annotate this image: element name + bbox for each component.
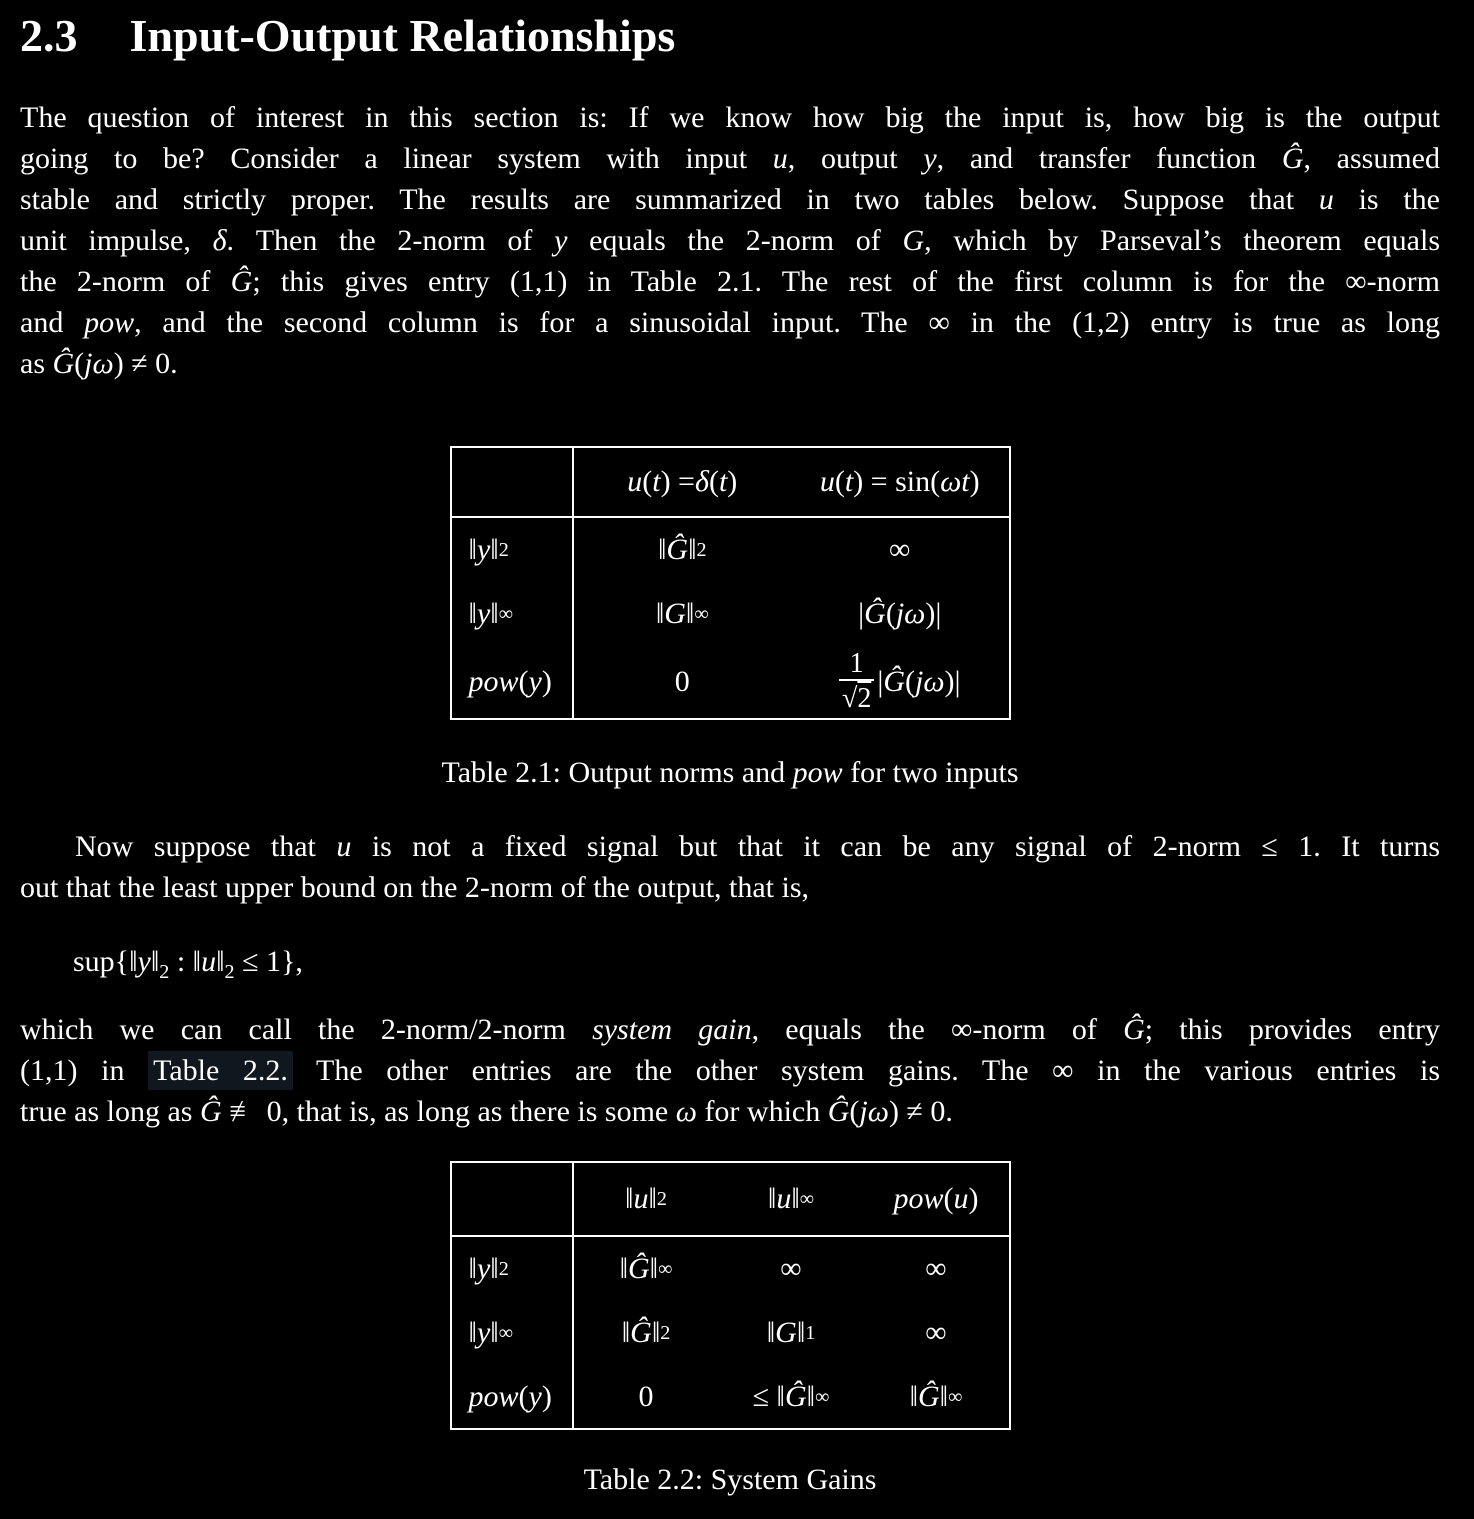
table-row <box>452 646 1009 718</box>
row-label: pow ( y ) <box>452 1365 574 1428</box>
table-cell: 0 <box>674 665 690 698</box>
row-cells <box>574 1300 1009 1365</box>
paragraph-3 <box>20 1009 1440 1132</box>
table-cell: ∞ <box>925 1251 947 1285</box>
column-header: ‖ u ‖ ∞ <box>767 1182 815 1215</box>
table-cell: ∞ <box>925 1315 947 1349</box>
table-2-2-caption: Table 2.2: System Gains <box>583 1463 877 1496</box>
section-title: Input-Output Relationships <box>129 10 676 61</box>
row-cells <box>574 518 1009 582</box>
column-header: u ( t ) = sin( ωt ) <box>819 465 980 498</box>
header-cells <box>574 1163 1009 1235</box>
table-header-row <box>452 1163 1009 1237</box>
corner-cell <box>452 1163 574 1235</box>
row-label: ‖ y ‖ ∞ <box>452 582 574 646</box>
paragraph-2 <box>20 826 1440 908</box>
text-line: Now suppose that u is not a fixed signal but that it can be any signal of 2-norm ≤ 1. It turns <box>75 830 1441 863</box>
row-cells <box>574 646 1009 718</box>
table-cell: ‖ Ĝ ‖ 2 <box>657 533 707 566</box>
table-cell: ‖ Ĝ ‖ ∞ <box>619 1251 673 1285</box>
table-row <box>452 1365 1009 1428</box>
table-cell: $\frac{1}{√2}$ | Ĝ ( jω )| <box>791 646 1009 718</box>
paragraph-1 <box>20 97 1440 384</box>
text-line: out that the least upper bound on the 2-norm of the output, that is, <box>20 871 810 904</box>
column-header: u ( t ) = δ ( t ) <box>627 465 738 498</box>
text-line: stable and strictly proper. The results are summarized in two tables below. Suppose that u is the <box>20 183 1440 216</box>
table-2-1-caption: Table 2.1: Output norms and pow for two inputs <box>441 756 1019 789</box>
text-segment: (1,1) in <box>20 1054 149 1087</box>
row-cells <box>574 582 1009 646</box>
table-row <box>452 1237 1009 1300</box>
table-cell: 0 <box>638 1379 654 1413</box>
text-line: going to be? Consider a linear system with input u, output y, and transfer function Ĝ, assumed <box>20 142 1440 175</box>
row-label: ‖ y ‖ 2 <box>452 1237 574 1300</box>
text-line: true as long as Ĝ ≢ 0, that is, as long as there is some ω for which Ĝ(jω) ≠ 0. <box>20 1095 953 1128</box>
text-line: and pow, and the second column is for a sinusoidal input. The ∞ in the (1,2) entry is true as long <box>20 306 1440 339</box>
table-cell: ∞ <box>889 533 911 566</box>
text-line: which we can call the 2-norm/2-norm system gain, equals the ∞-norm of Ĝ; this provides entry <box>20 1013 1441 1046</box>
table-cell: ∞ <box>780 1251 802 1285</box>
header-cells <box>574 448 1009 516</box>
row-label: ‖ y ‖ 2 <box>452 518 574 582</box>
table-cell: ‖ Ĝ ‖ 2 <box>621 1315 671 1349</box>
table-row <box>452 1300 1009 1365</box>
text-line: the 2-norm of Ĝ; this gives entry (1,1) in Table 2.1. The rest of the first column is for the ∞-norm <box>20 265 1440 298</box>
section-heading <box>20 10 1440 62</box>
text-segment: The other entries are the other system gains. The ∞ in the various entries is <box>292 1054 1440 1087</box>
column-header: ‖ u ‖ 2 <box>625 1182 667 1215</box>
equation: $sup\{‖y‖_2$ : $‖u‖_2 \le 1$}, <box>73 945 303 983</box>
corner-cell <box>452 448 574 516</box>
table-header-row <box>452 448 1009 518</box>
row-cells <box>574 1237 1009 1300</box>
text-line: The question of interest in this section is: If we know how big the input is, how big is the output <box>20 101 1440 134</box>
table-2-2 <box>450 1161 1011 1430</box>
table-cell: | Ĝ ( jω )| <box>858 597 942 630</box>
row-label: pow ( y ) <box>452 646 574 718</box>
text-line: as Ĝ(jω) ≠ 0. <box>20 347 178 380</box>
column-header: pow ( u ) <box>893 1182 979 1215</box>
table-2-2-link[interactable]: Table 2.2. <box>148 1051 293 1090</box>
table-cell: ‖ G ‖ 1 <box>766 1315 816 1349</box>
row-label: ‖ y ‖ ∞ <box>452 1300 574 1365</box>
row-cells <box>574 1365 1009 1428</box>
table-2-1 <box>450 446 1011 720</box>
table-row <box>452 518 1009 582</box>
text-line: unit impulse, δ. Then the 2-norm of y equals the 2-norm of G, which by Parseval’s theorem equals <box>20 224 1440 257</box>
section-number: 2.3 <box>20 10 78 61</box>
table-cell: ‖ Ĝ ‖ ∞ <box>909 1379 963 1413</box>
table-cell: ‖ G ‖ ∞ <box>655 597 709 630</box>
text-line <box>20 1050 1440 1091</box>
table-row <box>452 582 1009 646</box>
table-cell: ≤ ‖ Ĝ ‖ ∞ <box>752 1379 830 1413</box>
